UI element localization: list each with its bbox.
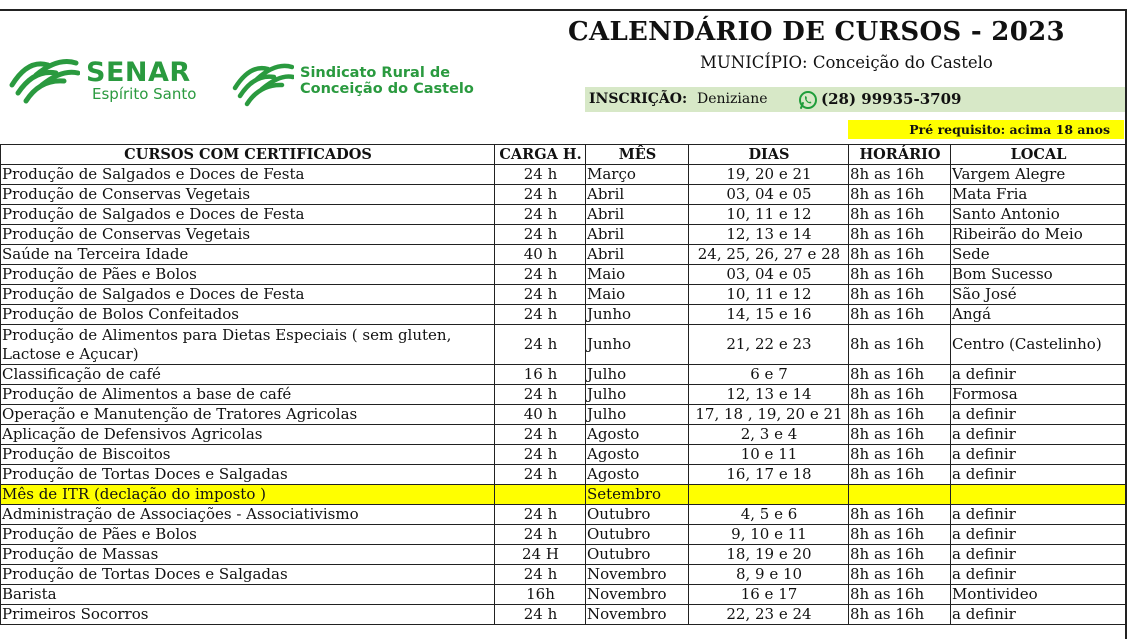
inscricao-bar	[585, 87, 1125, 112]
cell-carga: 24 h	[495, 445, 586, 465]
cell-carga: 24 h	[495, 225, 586, 245]
cell-mes: Novembro	[586, 565, 689, 585]
cell-mes: Abril	[586, 225, 689, 245]
table-row	[1, 545, 1126, 565]
cell-local: Santo Antonio	[951, 205, 1126, 225]
table-row	[1, 385, 1126, 405]
senar-emblem-icon	[8, 55, 80, 105]
cell-dias	[689, 485, 849, 505]
cell-mes: Setembro	[586, 485, 689, 505]
cell-carga: 24 h	[495, 565, 586, 585]
cell-curso: Produção de Bolos Confeitados	[1, 305, 495, 325]
cell-local: Angá	[951, 305, 1126, 325]
col-header-local: LOCAL	[951, 145, 1126, 165]
table-row	[1, 245, 1126, 265]
cell-horario: 8h as 16h	[849, 365, 951, 385]
cell-local: a definir	[951, 525, 1126, 545]
cell-curso: Produção de Conservas Vegetais	[1, 225, 495, 245]
cell-curso: Produção de Salgados e Doces de Festa	[1, 285, 495, 305]
senar-logo	[8, 55, 238, 107]
cell-horario: 8h as 16h	[849, 205, 951, 225]
cell-mes: Março	[586, 165, 689, 185]
cell-local: Bom Sucesso	[951, 265, 1126, 285]
col-header-horario: HORÁRIO	[849, 145, 951, 165]
table-row	[1, 585, 1126, 605]
cell-horario: 8h as 16h	[849, 285, 951, 305]
inscricao-phone: (28) 99935-3709	[821, 90, 962, 108]
cell-curso: Produção de Pães e Bolos	[1, 265, 495, 285]
cell-mes: Maio	[586, 285, 689, 305]
cell-mes: Julho	[586, 365, 689, 385]
cell-mes: Maio	[586, 265, 689, 285]
cell-horario: 8h as 16h	[849, 585, 951, 605]
sindicato-emblem-icon	[232, 60, 294, 108]
cell-curso: Produção de Salgados e Doces de Festa	[1, 205, 495, 225]
cell-dias: 8, 9 e 10	[689, 565, 849, 585]
cell-horario: 8h as 16h	[849, 265, 951, 285]
table-row	[1, 605, 1126, 625]
table-row	[1, 525, 1126, 545]
cell-local: a definir	[951, 425, 1126, 445]
cell-curso: Barista	[1, 585, 495, 605]
table-row	[1, 285, 1126, 305]
senar-subtitle: Espírito Santo	[92, 85, 197, 103]
cell-carga: 16 h	[495, 365, 586, 385]
cell-curso: Produção de Tortas Doces e Salgadas	[1, 465, 495, 485]
cell-dias: 14, 15 e 16	[689, 305, 849, 325]
cell-curso: Administração de Associações - Associativismo	[1, 505, 495, 525]
cell-curso: Mês de ITR (declação do imposto )	[1, 485, 495, 505]
cell-carga: 24 h	[495, 385, 586, 405]
cell-local: Montivideo	[951, 585, 1126, 605]
cell-local: a definir	[951, 445, 1126, 465]
cell-horario: 8h as 16h	[849, 245, 951, 265]
cell-local: a definir	[951, 365, 1126, 385]
cell-local: a definir	[951, 605, 1126, 625]
cell-horario: 8h as 16h	[849, 525, 951, 545]
cell-dias: 9, 10 e 11	[689, 525, 849, 545]
col-header-dias: DIAS	[689, 145, 849, 165]
cell-carga: 24 h	[495, 465, 586, 485]
page-title: CALENDÁRIO DE CURSOS - 2023	[568, 17, 1065, 47]
cell-carga: 40 h	[495, 405, 586, 425]
cell-dias: 10, 11 e 12	[689, 205, 849, 225]
cell-dias: 10, 11 e 12	[689, 285, 849, 305]
cell-dias: 21, 22 e 23	[689, 325, 849, 365]
table-row	[1, 205, 1126, 225]
cell-curso: Produção de Biscoitos	[1, 445, 495, 465]
cell-curso: Produção de Alimentos para Dietas Especiais ( sem gluten, Lactose e Açucar)	[1, 325, 495, 365]
cell-horario: 8h as 16h	[849, 405, 951, 425]
table-row	[1, 425, 1126, 445]
cell-local: Ribeirão do Meio	[951, 225, 1126, 245]
cell-dias: 22, 23 e 24	[689, 605, 849, 625]
cell-horario: 8h as 16h	[849, 465, 951, 485]
cell-carga: 24 h	[495, 205, 586, 225]
cell-mes: Abril	[586, 245, 689, 265]
cell-horario: 8h as 16h	[849, 505, 951, 525]
cell-local: Mata Fria	[951, 185, 1126, 205]
cell-horario: 8h as 16h	[849, 445, 951, 465]
cell-curso: Produção de Massas	[1, 545, 495, 565]
cell-local: Vargem Alegre	[951, 165, 1126, 185]
cell-carga: 24 h	[495, 325, 586, 365]
cell-carga: 24 h	[495, 285, 586, 305]
cell-local: a definir	[951, 405, 1126, 425]
sindicato-line-2: Conceição do Castelo	[300, 81, 474, 97]
cell-carga: 24 H	[495, 545, 586, 565]
cell-local: a definir	[951, 545, 1126, 565]
cell-mes: Julho	[586, 405, 689, 425]
cell-mes: Outubro	[586, 505, 689, 525]
cell-dias: 24, 25, 26, 27 e 28	[689, 245, 849, 265]
table-row	[1, 365, 1126, 385]
cell-local: a definir	[951, 565, 1126, 585]
cell-dias: 16, 17 e 18	[689, 465, 849, 485]
cell-carga: 24 h	[495, 425, 586, 445]
cell-horario	[849, 485, 951, 505]
cell-dias: 4, 5 e 6	[689, 505, 849, 525]
table-row	[1, 225, 1126, 245]
cell-carga: 24 h	[495, 525, 586, 545]
cell-mes: Abril	[586, 185, 689, 205]
cell-horario: 8h as 16h	[849, 425, 951, 445]
cell-mes: Novembro	[586, 585, 689, 605]
cell-dias: 10 e 11	[689, 445, 849, 465]
cell-mes: Julho	[586, 385, 689, 405]
cell-carga: 24 h	[495, 185, 586, 205]
cell-carga: 24 h	[495, 305, 586, 325]
cell-horario: 8h as 16h	[849, 565, 951, 585]
cell-dias: 19, 20 e 21	[689, 165, 849, 185]
cell-mes: Agosto	[586, 465, 689, 485]
cell-dias: 17, 18 , 19, 20 e 21	[689, 405, 849, 425]
cell-carga: 40 h	[495, 245, 586, 265]
cell-curso: Produção de Pães e Bolos	[1, 525, 495, 545]
cell-dias: 16 e 17	[689, 585, 849, 605]
table-row	[1, 465, 1126, 485]
prerequisite-banner: Pré requisito: acima 18 anos	[848, 120, 1124, 139]
cell-mes: Outubro	[586, 545, 689, 565]
cell-mes: Abril	[586, 205, 689, 225]
cell-curso: Primeiros Socorros	[1, 605, 495, 625]
course-schedule-table	[0, 144, 1126, 625]
table-row	[1, 445, 1126, 465]
cell-horario: 8h as 16h	[849, 545, 951, 565]
table-row	[1, 405, 1126, 425]
cell-curso: Classificação de café	[1, 365, 495, 385]
sindicato-logo	[232, 60, 512, 112]
cell-horario: 8h as 16h	[849, 385, 951, 405]
cell-curso: Produção de Salgados e Doces de Festa	[1, 165, 495, 185]
inscricao-contact-name: Deniziane	[697, 91, 768, 107]
table-row	[1, 265, 1126, 285]
cell-mes: Agosto	[586, 425, 689, 445]
cell-mes: Junho	[586, 325, 689, 365]
cell-dias: 12, 13 e 14	[689, 385, 849, 405]
cell-curso: Produção de Tortas Doces e Salgadas	[1, 565, 495, 585]
table-row	[1, 305, 1126, 325]
table-row	[1, 485, 1126, 505]
table-row	[1, 165, 1126, 185]
sindicato-line-1: Sindicato Rural de	[300, 65, 451, 81]
cell-dias: 6 e 7	[689, 365, 849, 385]
cell-mes: Agosto	[586, 445, 689, 465]
cell-local: Centro (Castelinho)	[951, 325, 1126, 365]
cell-curso: Produção de Alimentos a base de café	[1, 385, 495, 405]
cell-dias: 03, 04 e 05	[689, 265, 849, 285]
whatsapp-icon	[798, 90, 818, 110]
cell-carga: 24 h	[495, 505, 586, 525]
cell-carga: 24 h	[495, 265, 586, 285]
table-row	[1, 505, 1126, 525]
table-row	[1, 325, 1126, 365]
cell-local	[951, 485, 1126, 505]
cell-dias: 18, 19 e 20	[689, 545, 849, 565]
cell-horario: 8h as 16h	[849, 225, 951, 245]
inscricao-label: INSCRIÇÃO:	[589, 91, 688, 107]
cell-dias: 2, 3 e 4	[689, 425, 849, 445]
cell-dias: 03, 04 e 05	[689, 185, 849, 205]
cell-carga: 24 h	[495, 605, 586, 625]
table-header-row	[1, 145, 1126, 165]
cell-local: a definir	[951, 465, 1126, 485]
cell-mes: Novembro	[586, 605, 689, 625]
cell-curso: Produção de Conservas Vegetais	[1, 185, 495, 205]
cell-horario: 8h as 16h	[849, 605, 951, 625]
cell-horario: 8h as 16h	[849, 325, 951, 365]
cell-curso: Aplicação de Defensivos Agricolas	[1, 425, 495, 445]
cell-curso: Saúde na Terceira Idade	[1, 245, 495, 265]
cell-carga: 16h	[495, 585, 586, 605]
cell-mes: Outubro	[586, 525, 689, 545]
cell-mes: Junho	[586, 305, 689, 325]
municipio-label: MUNICÍPIO: Conceição do Castelo	[700, 53, 993, 72]
cell-local: São José	[951, 285, 1126, 305]
cell-carga: 24 h	[495, 165, 586, 185]
cell-horario: 8h as 16h	[849, 165, 951, 185]
cell-carga	[495, 485, 586, 505]
cell-horario: 8h as 16h	[849, 185, 951, 205]
table-row	[1, 185, 1126, 205]
table-row	[1, 565, 1126, 585]
senar-name: SENAR	[86, 57, 191, 88]
col-header-curso: CURSOS COM CERTIFICADOS	[1, 145, 495, 165]
cell-local: Sede	[951, 245, 1126, 265]
cell-dias: 12, 13 e 14	[689, 225, 849, 245]
cell-horario: 8h as 16h	[849, 305, 951, 325]
cell-curso: Operação e Manutenção de Tratores Agricolas	[1, 405, 495, 425]
cell-local: Formosa	[951, 385, 1126, 405]
cell-local: a definir	[951, 505, 1126, 525]
col-header-carga: CARGA H.	[495, 145, 586, 165]
col-header-mes: MÊS	[586, 145, 689, 165]
